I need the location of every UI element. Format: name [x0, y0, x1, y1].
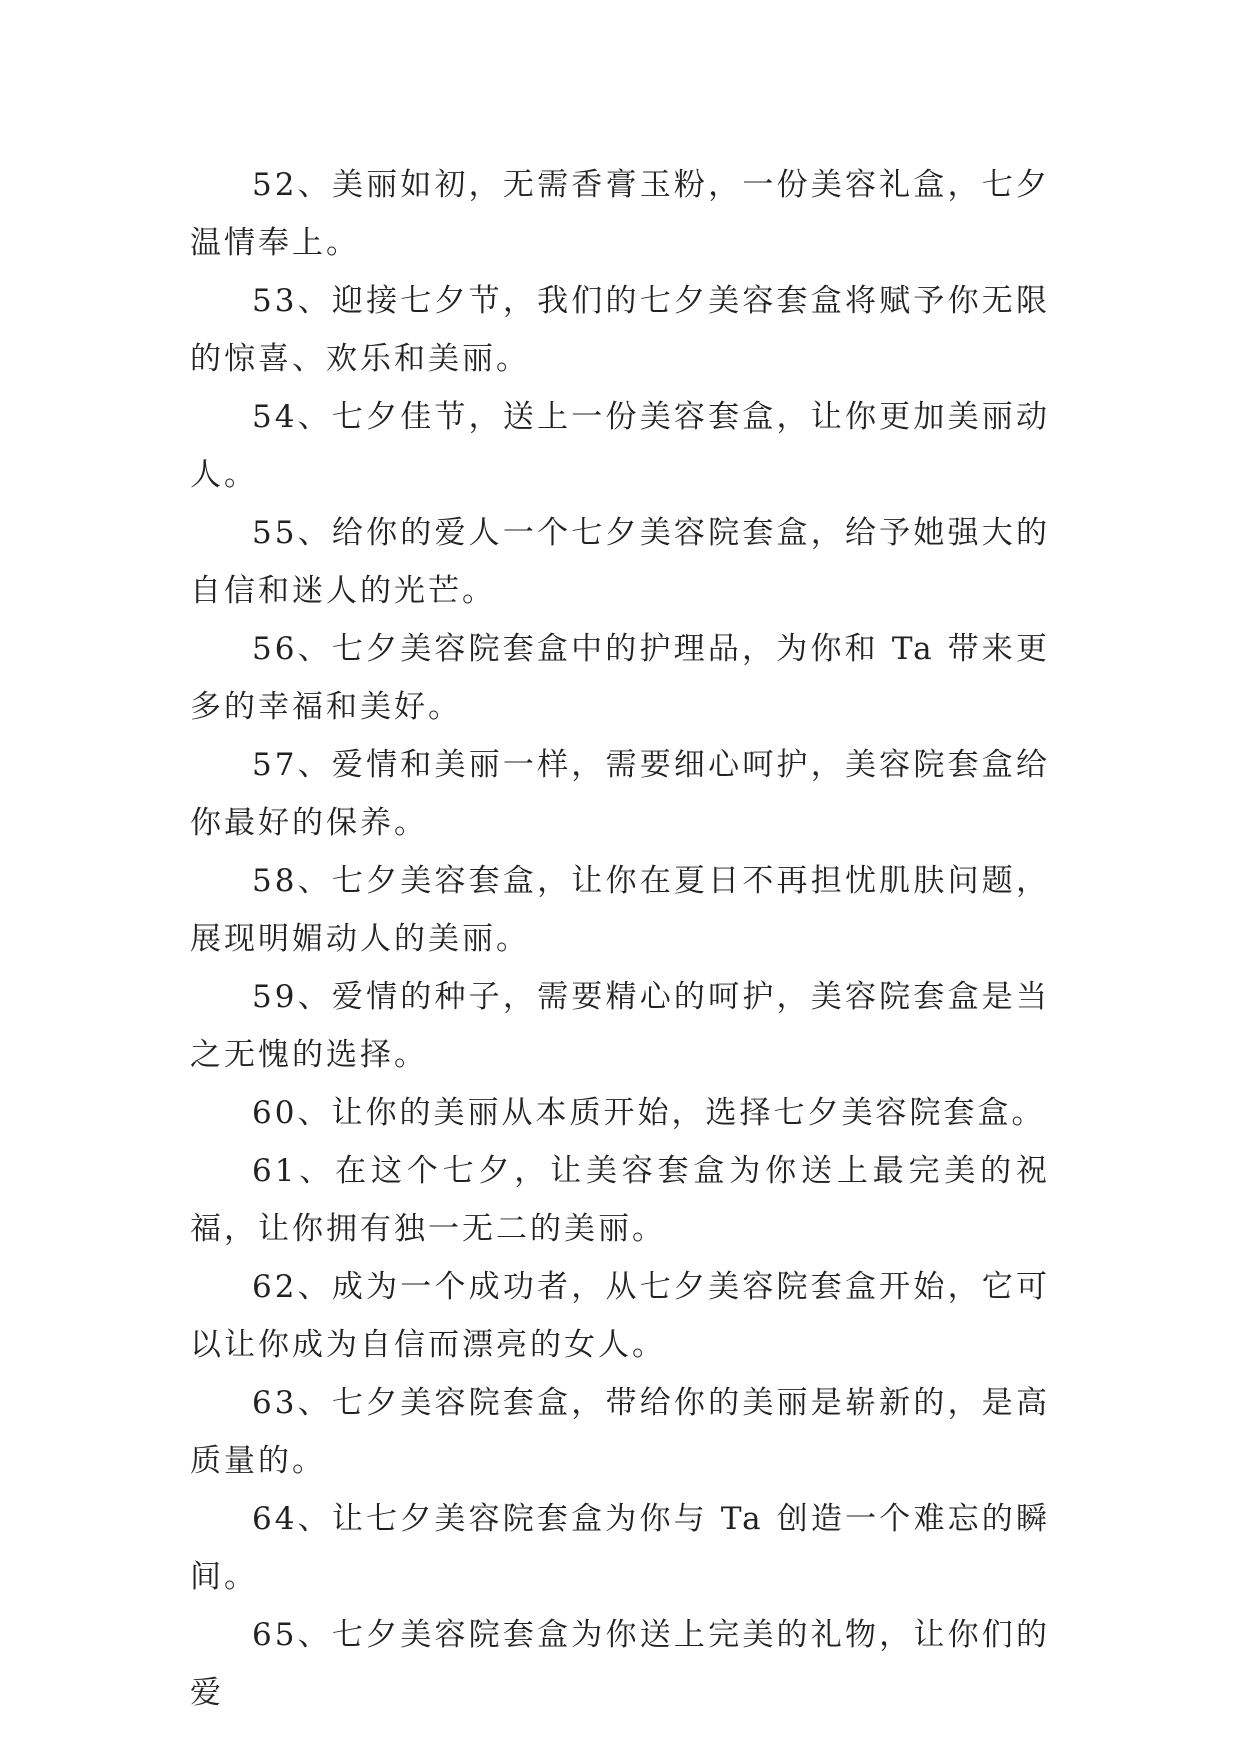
- paragraph-61: 61、在这个七夕，让美容套盒为你送上最完美的祝福，让你拥有独一无二的美丽。: [190, 1153, 1050, 1247]
- paragraph-54: 54、七夕佳节，送上一份美容套盒，让你更加美丽动人。: [190, 399, 1050, 493]
- document-body: [190, 156, 1050, 1722]
- paragraph-57: 57、爱情和美丽一样，需要细心呵护，美容院套盒给你最好的保养。: [190, 747, 1050, 841]
- paragraph-59: 59、爱情的种子，需要精心的呵护，美容院套盒是当之无愧的选择。: [190, 979, 1050, 1073]
- paragraph-52: 52、美丽如初，无需香膏玉粉，一份美容礼盒，七夕温情奉上。: [190, 167, 1050, 261]
- paragraph-60: 60、让你的美丽从本质开始，选择七夕美容院套盒。: [252, 1095, 1046, 1131]
- paragraph-53: 53、迎接七夕节，我们的七夕美容套盒将赋予你无限的惊喜、欢乐和美丽。: [190, 283, 1050, 377]
- paragraph-56: 56、七夕美容院套盒中的护理品，为你和 Ta 带来更多的幸福和美好。: [190, 631, 1050, 725]
- paragraph-62: 62、成为一个成功者，从七夕美容院套盒开始，它可以让你成为自信而漂亮的女人。: [190, 1269, 1050, 1363]
- paragraph-64: 64、让七夕美容院套盒为你与 Ta 创造一个难忘的瞬间。: [190, 1501, 1050, 1595]
- paragraph-55: 55、给你的爱人一个七夕美容院套盒，给予她强大的自信和迷人的光芒。: [190, 515, 1050, 609]
- paragraph-58: 58、七夕美容套盒，让你在夏日不再担忧肌肤问题，展现明媚动人的美丽。: [190, 863, 1050, 957]
- paragraph-63: 63、七夕美容院套盒，带给你的美丽是崭新的，是高质量的。: [190, 1385, 1050, 1479]
- paragraph-65: 65、七夕美容院套盒为你送上完美的礼物，让你们的爱: [190, 1617, 1050, 1711]
